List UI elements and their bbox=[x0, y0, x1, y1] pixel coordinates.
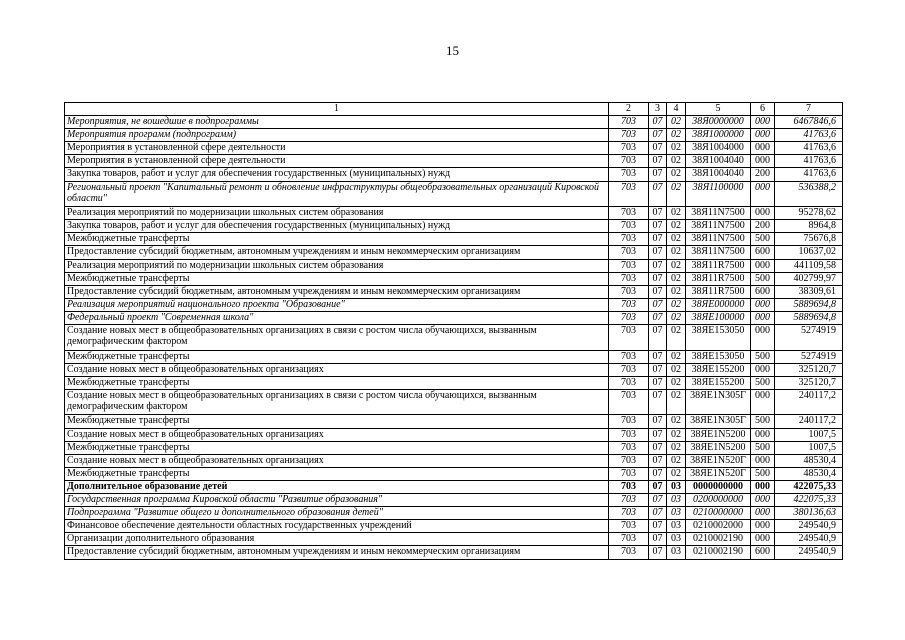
row-target-article: 38Я11N7500 bbox=[686, 246, 751, 259]
row-description: Дополнительное образование детей bbox=[65, 480, 609, 493]
row-expense-type: 500 bbox=[751, 350, 775, 363]
row-section-code: 07 bbox=[649, 272, 667, 285]
row-section-code: 07 bbox=[649, 428, 667, 441]
row-amount: 5889694,8 bbox=[775, 298, 843, 311]
row-target-article: 38ЯЕ155200 bbox=[686, 376, 751, 389]
row-description: Межбюджетные трансферты bbox=[65, 233, 609, 246]
row-target-article: 38Я11R7500 bbox=[686, 272, 751, 285]
row-section-code: 07 bbox=[649, 480, 667, 493]
row-ministry-code: 703 bbox=[609, 272, 649, 285]
row-expense-type: 000 bbox=[751, 520, 775, 533]
table-row bbox=[65, 298, 843, 311]
row-description: Мероприятия в установленной сфере деятельности bbox=[65, 155, 609, 168]
row-subsection-code: 02 bbox=[667, 325, 686, 351]
row-subsection-code: 02 bbox=[667, 168, 686, 181]
row-expense-type: 000 bbox=[751, 507, 775, 520]
row-expense-type: 600 bbox=[751, 246, 775, 259]
table-row bbox=[65, 142, 843, 155]
header-cell: 4 bbox=[667, 103, 686, 116]
row-target-article: 38ЯЕ1N305Г bbox=[686, 415, 751, 428]
row-amount: 402799,97 bbox=[775, 272, 843, 285]
table-row bbox=[65, 246, 843, 259]
row-subsection-code: 03 bbox=[667, 546, 686, 559]
row-amount: 1007,5 bbox=[775, 441, 843, 454]
row-subsection-code: 02 bbox=[667, 415, 686, 428]
row-subsection-code: 02 bbox=[667, 116, 686, 129]
row-amount: 240117,2 bbox=[775, 415, 843, 428]
row-amount: 249540,9 bbox=[775, 520, 843, 533]
row-section-code: 07 bbox=[649, 520, 667, 533]
table-row bbox=[65, 168, 843, 181]
row-subsection-code: 02 bbox=[667, 441, 686, 454]
row-subsection-code: 02 bbox=[667, 155, 686, 168]
table-row bbox=[65, 181, 843, 207]
row-section-code: 07 bbox=[649, 311, 667, 324]
row-description: Мероприятия, не вошедшие в подпрограммы bbox=[65, 116, 609, 129]
row-expense-type: 000 bbox=[751, 363, 775, 376]
row-ministry-code: 703 bbox=[609, 181, 649, 207]
row-description: Межбюджетные трансферты bbox=[65, 441, 609, 454]
row-subsection-code: 02 bbox=[667, 142, 686, 155]
row-target-article: 0210002190 bbox=[686, 533, 751, 546]
table-row bbox=[65, 507, 843, 520]
row-expense-type: 200 bbox=[751, 220, 775, 233]
row-description: Создание новых мест в общеобразовательных организациях bbox=[65, 428, 609, 441]
row-subsection-code: 02 bbox=[667, 259, 686, 272]
row-expense-type: 600 bbox=[751, 285, 775, 298]
row-target-article: 38ЯЕ1N520Г bbox=[686, 454, 751, 467]
row-section-code: 07 bbox=[649, 441, 667, 454]
table-row bbox=[65, 155, 843, 168]
table-row bbox=[65, 389, 843, 415]
row-description: Финансовое обеспечение деятельности областных государственных учреждений bbox=[65, 520, 609, 533]
row-description: Подпрограмма "Развитие общего и дополнительного образования детей" bbox=[65, 507, 609, 520]
row-amount: 48530,4 bbox=[775, 454, 843, 467]
row-subsection-code: 02 bbox=[667, 285, 686, 298]
row-target-article: 38Я1000000 bbox=[686, 129, 751, 142]
table-row bbox=[65, 454, 843, 467]
row-ministry-code: 703 bbox=[609, 259, 649, 272]
row-amount: 8964,8 bbox=[775, 220, 843, 233]
row-description: Закупка товаров, работ и услуг для обеспечения государственных (муниципальных) нужд bbox=[65, 220, 609, 233]
row-subsection-code: 02 bbox=[667, 181, 686, 207]
row-target-article: 38Я11N7500 bbox=[686, 220, 751, 233]
row-ministry-code: 703 bbox=[609, 441, 649, 454]
row-expense-type: 000 bbox=[751, 428, 775, 441]
table-row bbox=[65, 520, 843, 533]
row-ministry-code: 703 bbox=[609, 325, 649, 351]
row-section-code: 07 bbox=[649, 507, 667, 520]
row-section-code: 07 bbox=[649, 415, 667, 428]
row-description: Создание новых мест в общеобразовательных организациях в связи с ростом числа обучающихся, вызванным демографическим фактором bbox=[65, 325, 609, 351]
row-subsection-code: 03 bbox=[667, 507, 686, 520]
table-row bbox=[65, 441, 843, 454]
row-expense-type: 000 bbox=[751, 480, 775, 493]
row-section-code: 07 bbox=[649, 259, 667, 272]
row-subsection-code: 02 bbox=[667, 272, 686, 285]
row-section-code: 07 bbox=[649, 454, 667, 467]
row-ministry-code: 703 bbox=[609, 155, 649, 168]
budget-table bbox=[64, 102, 843, 560]
row-description: Предоставление субсидий бюджетным, автономным учреждениям и иным некоммерческим организациям bbox=[65, 246, 609, 259]
row-ministry-code: 703 bbox=[609, 467, 649, 480]
table-row bbox=[65, 546, 843, 559]
row-subsection-code: 02 bbox=[667, 454, 686, 467]
table-row bbox=[65, 480, 843, 493]
row-subsection-code: 02 bbox=[667, 298, 686, 311]
row-expense-type: 000 bbox=[751, 129, 775, 142]
row-description: Государственная программа Кировской области "Развитие образования" bbox=[65, 494, 609, 507]
row-amount: 240117,2 bbox=[775, 389, 843, 415]
row-target-article: 0200000000 bbox=[686, 494, 751, 507]
row-target-article: 38ЯЕ1N5200 bbox=[686, 441, 751, 454]
row-section-code: 07 bbox=[649, 285, 667, 298]
row-amount: 249540,9 bbox=[775, 533, 843, 546]
row-ministry-code: 703 bbox=[609, 207, 649, 220]
row-amount: 6467846,6 bbox=[775, 116, 843, 129]
row-section-code: 07 bbox=[649, 350, 667, 363]
table-row bbox=[65, 285, 843, 298]
row-expense-type: 000 bbox=[751, 181, 775, 207]
row-amount: 325120,7 bbox=[775, 376, 843, 389]
row-description: Федеральный проект "Современная школа" bbox=[65, 311, 609, 324]
row-section-code: 07 bbox=[649, 220, 667, 233]
row-amount: 5889694,8 bbox=[775, 311, 843, 324]
row-expense-type: 500 bbox=[751, 376, 775, 389]
row-expense-type: 000 bbox=[751, 533, 775, 546]
row-section-code: 07 bbox=[649, 363, 667, 376]
row-ministry-code: 703 bbox=[609, 520, 649, 533]
row-subsection-code: 03 bbox=[667, 480, 686, 493]
row-ministry-code: 703 bbox=[609, 376, 649, 389]
table-row bbox=[65, 350, 843, 363]
row-ministry-code: 703 bbox=[609, 494, 649, 507]
table-row bbox=[65, 259, 843, 272]
row-subsection-code: 02 bbox=[667, 246, 686, 259]
table-row bbox=[65, 116, 843, 129]
row-expense-type: 500 bbox=[751, 441, 775, 454]
row-ministry-code: 703 bbox=[609, 480, 649, 493]
row-subsection-code: 03 bbox=[667, 533, 686, 546]
table-header-row bbox=[65, 103, 843, 116]
row-amount: 75676,8 bbox=[775, 233, 843, 246]
row-ministry-code: 703 bbox=[609, 311, 649, 324]
row-expense-type: 600 bbox=[751, 546, 775, 559]
row-expense-type: 000 bbox=[751, 389, 775, 415]
row-target-article: 38Я1100000 bbox=[686, 181, 751, 207]
row-description: Межбюджетные трансферты bbox=[65, 415, 609, 428]
row-description: Создание новых мест в общеобразовательных организациях bbox=[65, 363, 609, 376]
row-section-code: 07 bbox=[649, 207, 667, 220]
row-target-article: 38ЯЕ153050 bbox=[686, 325, 751, 351]
header-cell: 1 bbox=[65, 103, 609, 116]
table-row bbox=[65, 494, 843, 507]
row-ministry-code: 703 bbox=[609, 389, 649, 415]
header-cell: 3 bbox=[649, 103, 667, 116]
table-row bbox=[65, 467, 843, 480]
row-amount: 41763,6 bbox=[775, 142, 843, 155]
row-ministry-code: 703 bbox=[609, 246, 649, 259]
row-target-article: 0210000000 bbox=[686, 507, 751, 520]
row-description: Организации дополнительного образования bbox=[65, 533, 609, 546]
row-section-code: 07 bbox=[649, 246, 667, 259]
header-cell: 5 bbox=[686, 103, 751, 116]
table-row bbox=[65, 376, 843, 389]
row-ministry-code: 703 bbox=[609, 298, 649, 311]
row-ministry-code: 703 bbox=[609, 507, 649, 520]
row-description: Межбюджетные трансферты bbox=[65, 350, 609, 363]
row-ministry-code: 703 bbox=[609, 428, 649, 441]
row-expense-type: 000 bbox=[751, 142, 775, 155]
table-row bbox=[65, 311, 843, 324]
row-section-code: 07 bbox=[649, 116, 667, 129]
row-target-article: 38Я11N7500 bbox=[686, 233, 751, 246]
row-ministry-code: 703 bbox=[609, 142, 649, 155]
table-row bbox=[65, 415, 843, 428]
row-target-article: 38ЯЕ100000 bbox=[686, 311, 751, 324]
row-subsection-code: 02 bbox=[667, 129, 686, 142]
row-expense-type: 000 bbox=[751, 494, 775, 507]
row-target-article: 0210002000 bbox=[686, 520, 751, 533]
row-expense-type: 000 bbox=[751, 311, 775, 324]
row-description: Мероприятия в установленной сфере деятельности bbox=[65, 142, 609, 155]
row-target-article: 0000000000 bbox=[686, 480, 751, 493]
row-target-article: 38Я11R7500 bbox=[686, 259, 751, 272]
row-amount: 380136,63 bbox=[775, 507, 843, 520]
row-expense-type: 500 bbox=[751, 233, 775, 246]
row-section-code: 07 bbox=[649, 546, 667, 559]
row-description: Межбюджетные трансферты bbox=[65, 376, 609, 389]
row-ministry-code: 703 bbox=[609, 363, 649, 376]
row-section-code: 07 bbox=[649, 467, 667, 480]
row-description: Реализация мероприятий национального проекта "Образование" bbox=[65, 298, 609, 311]
table-row bbox=[65, 207, 843, 220]
row-section-code: 07 bbox=[649, 129, 667, 142]
row-subsection-code: 02 bbox=[667, 311, 686, 324]
row-amount: 325120,7 bbox=[775, 363, 843, 376]
row-expense-type: 200 bbox=[751, 168, 775, 181]
row-subsection-code: 02 bbox=[667, 389, 686, 415]
row-section-code: 07 bbox=[649, 233, 667, 246]
table-row bbox=[65, 533, 843, 546]
row-ministry-code: 703 bbox=[609, 533, 649, 546]
row-expense-type: 500 bbox=[751, 415, 775, 428]
row-amount: 5274919 bbox=[775, 350, 843, 363]
row-target-article: 38Я11R7500 bbox=[686, 285, 751, 298]
row-target-article: 38ЯЕ1N5200 bbox=[686, 428, 751, 441]
row-amount: 5274919 bbox=[775, 325, 843, 351]
row-expense-type: 000 bbox=[751, 259, 775, 272]
row-amount: 249540,9 bbox=[775, 546, 843, 559]
row-description: Межбюджетные трансферты bbox=[65, 272, 609, 285]
row-amount: 10637,02 bbox=[775, 246, 843, 259]
row-subsection-code: 03 bbox=[667, 520, 686, 533]
row-description: Закупка товаров, работ и услуг для обеспечения государственных (муниципальных) нужд bbox=[65, 168, 609, 181]
row-amount: 41763,6 bbox=[775, 129, 843, 142]
row-ministry-code: 703 bbox=[609, 350, 649, 363]
row-subsection-code: 02 bbox=[667, 363, 686, 376]
table-row bbox=[65, 233, 843, 246]
row-amount: 41763,6 bbox=[775, 168, 843, 181]
row-amount: 95278,62 bbox=[775, 207, 843, 220]
row-section-code: 07 bbox=[649, 389, 667, 415]
row-section-code: 07 bbox=[649, 155, 667, 168]
row-amount: 41763,6 bbox=[775, 155, 843, 168]
row-description: Реализация мероприятий по модернизации школьных систем образования bbox=[65, 259, 609, 272]
row-target-article: 38ЯЕ000000 bbox=[686, 298, 751, 311]
row-section-code: 07 bbox=[649, 376, 667, 389]
row-section-code: 07 bbox=[649, 325, 667, 351]
row-description: Предоставление субсидий бюджетным, автономным учреждениям и иным некоммерческим организациям bbox=[65, 546, 609, 559]
row-expense-type: 000 bbox=[751, 155, 775, 168]
row-ministry-code: 703 bbox=[609, 168, 649, 181]
row-subsection-code: 02 bbox=[667, 376, 686, 389]
row-amount: 441109,58 bbox=[775, 259, 843, 272]
row-target-article: 38ЯЕ1N305Г bbox=[686, 389, 751, 415]
row-subsection-code: 02 bbox=[667, 428, 686, 441]
header-cell: 7 bbox=[775, 103, 843, 116]
table-row bbox=[65, 363, 843, 376]
row-amount: 422075,33 bbox=[775, 480, 843, 493]
row-target-article: 38Я1004040 bbox=[686, 168, 751, 181]
row-amount: 422075,33 bbox=[775, 494, 843, 507]
row-section-code: 07 bbox=[649, 494, 667, 507]
row-expense-type: 500 bbox=[751, 467, 775, 480]
row-target-article: 38ЯЕ155200 bbox=[686, 363, 751, 376]
row-ministry-code: 703 bbox=[609, 116, 649, 129]
row-amount: 38309,61 bbox=[775, 285, 843, 298]
row-expense-type: 000 bbox=[751, 116, 775, 129]
page-number: 15 bbox=[446, 43, 459, 58]
row-description: Региональный проект "Капитальный ремонт и обновление инфраструктуры общеобразовательных организаций Кировской области" bbox=[65, 181, 609, 207]
row-expense-type: 000 bbox=[751, 454, 775, 467]
row-description: Мероприятия программ (подпрограмм) bbox=[65, 129, 609, 142]
row-subsection-code: 02 bbox=[667, 467, 686, 480]
row-target-article: 38Я11N7500 bbox=[686, 207, 751, 220]
row-expense-type: 000 bbox=[751, 325, 775, 351]
table-row bbox=[65, 272, 843, 285]
header-cell: 2 bbox=[609, 103, 649, 116]
table-row bbox=[65, 129, 843, 142]
row-description: Создание новых мест в общеобразовательных организациях bbox=[65, 454, 609, 467]
row-subsection-code: 02 bbox=[667, 233, 686, 246]
row-subsection-code: 02 bbox=[667, 207, 686, 220]
row-ministry-code: 703 bbox=[609, 129, 649, 142]
row-section-code: 07 bbox=[649, 533, 667, 546]
row-section-code: 07 bbox=[649, 142, 667, 155]
row-ministry-code: 703 bbox=[609, 415, 649, 428]
row-target-article: 38Я1004040 bbox=[686, 155, 751, 168]
row-target-article: 0210002190 bbox=[686, 546, 751, 559]
row-subsection-code: 02 bbox=[667, 220, 686, 233]
table-row bbox=[65, 325, 843, 351]
row-subsection-code: 02 bbox=[667, 350, 686, 363]
row-target-article: 38ЯЕ1N520Г bbox=[686, 467, 751, 480]
row-expense-type: 000 bbox=[751, 298, 775, 311]
row-description: Предоставление субсидий бюджетным, автономным учреждениям и иным некоммерческим организациям bbox=[65, 285, 609, 298]
row-subsection-code: 03 bbox=[667, 494, 686, 507]
row-ministry-code: 703 bbox=[609, 220, 649, 233]
row-description: Межбюджетные трансферты bbox=[65, 467, 609, 480]
row-ministry-code: 703 bbox=[609, 285, 649, 298]
row-description: Реализация мероприятий по модернизации школьных систем образования bbox=[65, 207, 609, 220]
row-target-article: 38Я1004000 bbox=[686, 142, 751, 155]
table-row bbox=[65, 220, 843, 233]
header-cell: 6 bbox=[751, 103, 775, 116]
table-row bbox=[65, 428, 843, 441]
row-expense-type: 500 bbox=[751, 272, 775, 285]
row-ministry-code: 703 bbox=[609, 233, 649, 246]
row-section-code: 07 bbox=[649, 181, 667, 207]
row-description: Создание новых мест в общеобразовательных организациях в связи с ростом числа обучающихся, вызванным демографическим фактором bbox=[65, 389, 609, 415]
row-section-code: 07 bbox=[649, 298, 667, 311]
row-amount: 1007,5 bbox=[775, 428, 843, 441]
row-amount: 48530,4 bbox=[775, 467, 843, 480]
row-expense-type: 000 bbox=[751, 207, 775, 220]
row-ministry-code: 703 bbox=[609, 546, 649, 559]
row-section-code: 07 bbox=[649, 168, 667, 181]
row-amount: 536388,2 bbox=[775, 181, 843, 207]
row-target-article: 38Я0000000 bbox=[686, 116, 751, 129]
row-target-article: 38ЯЕ153050 bbox=[686, 350, 751, 363]
row-ministry-code: 703 bbox=[609, 454, 649, 467]
